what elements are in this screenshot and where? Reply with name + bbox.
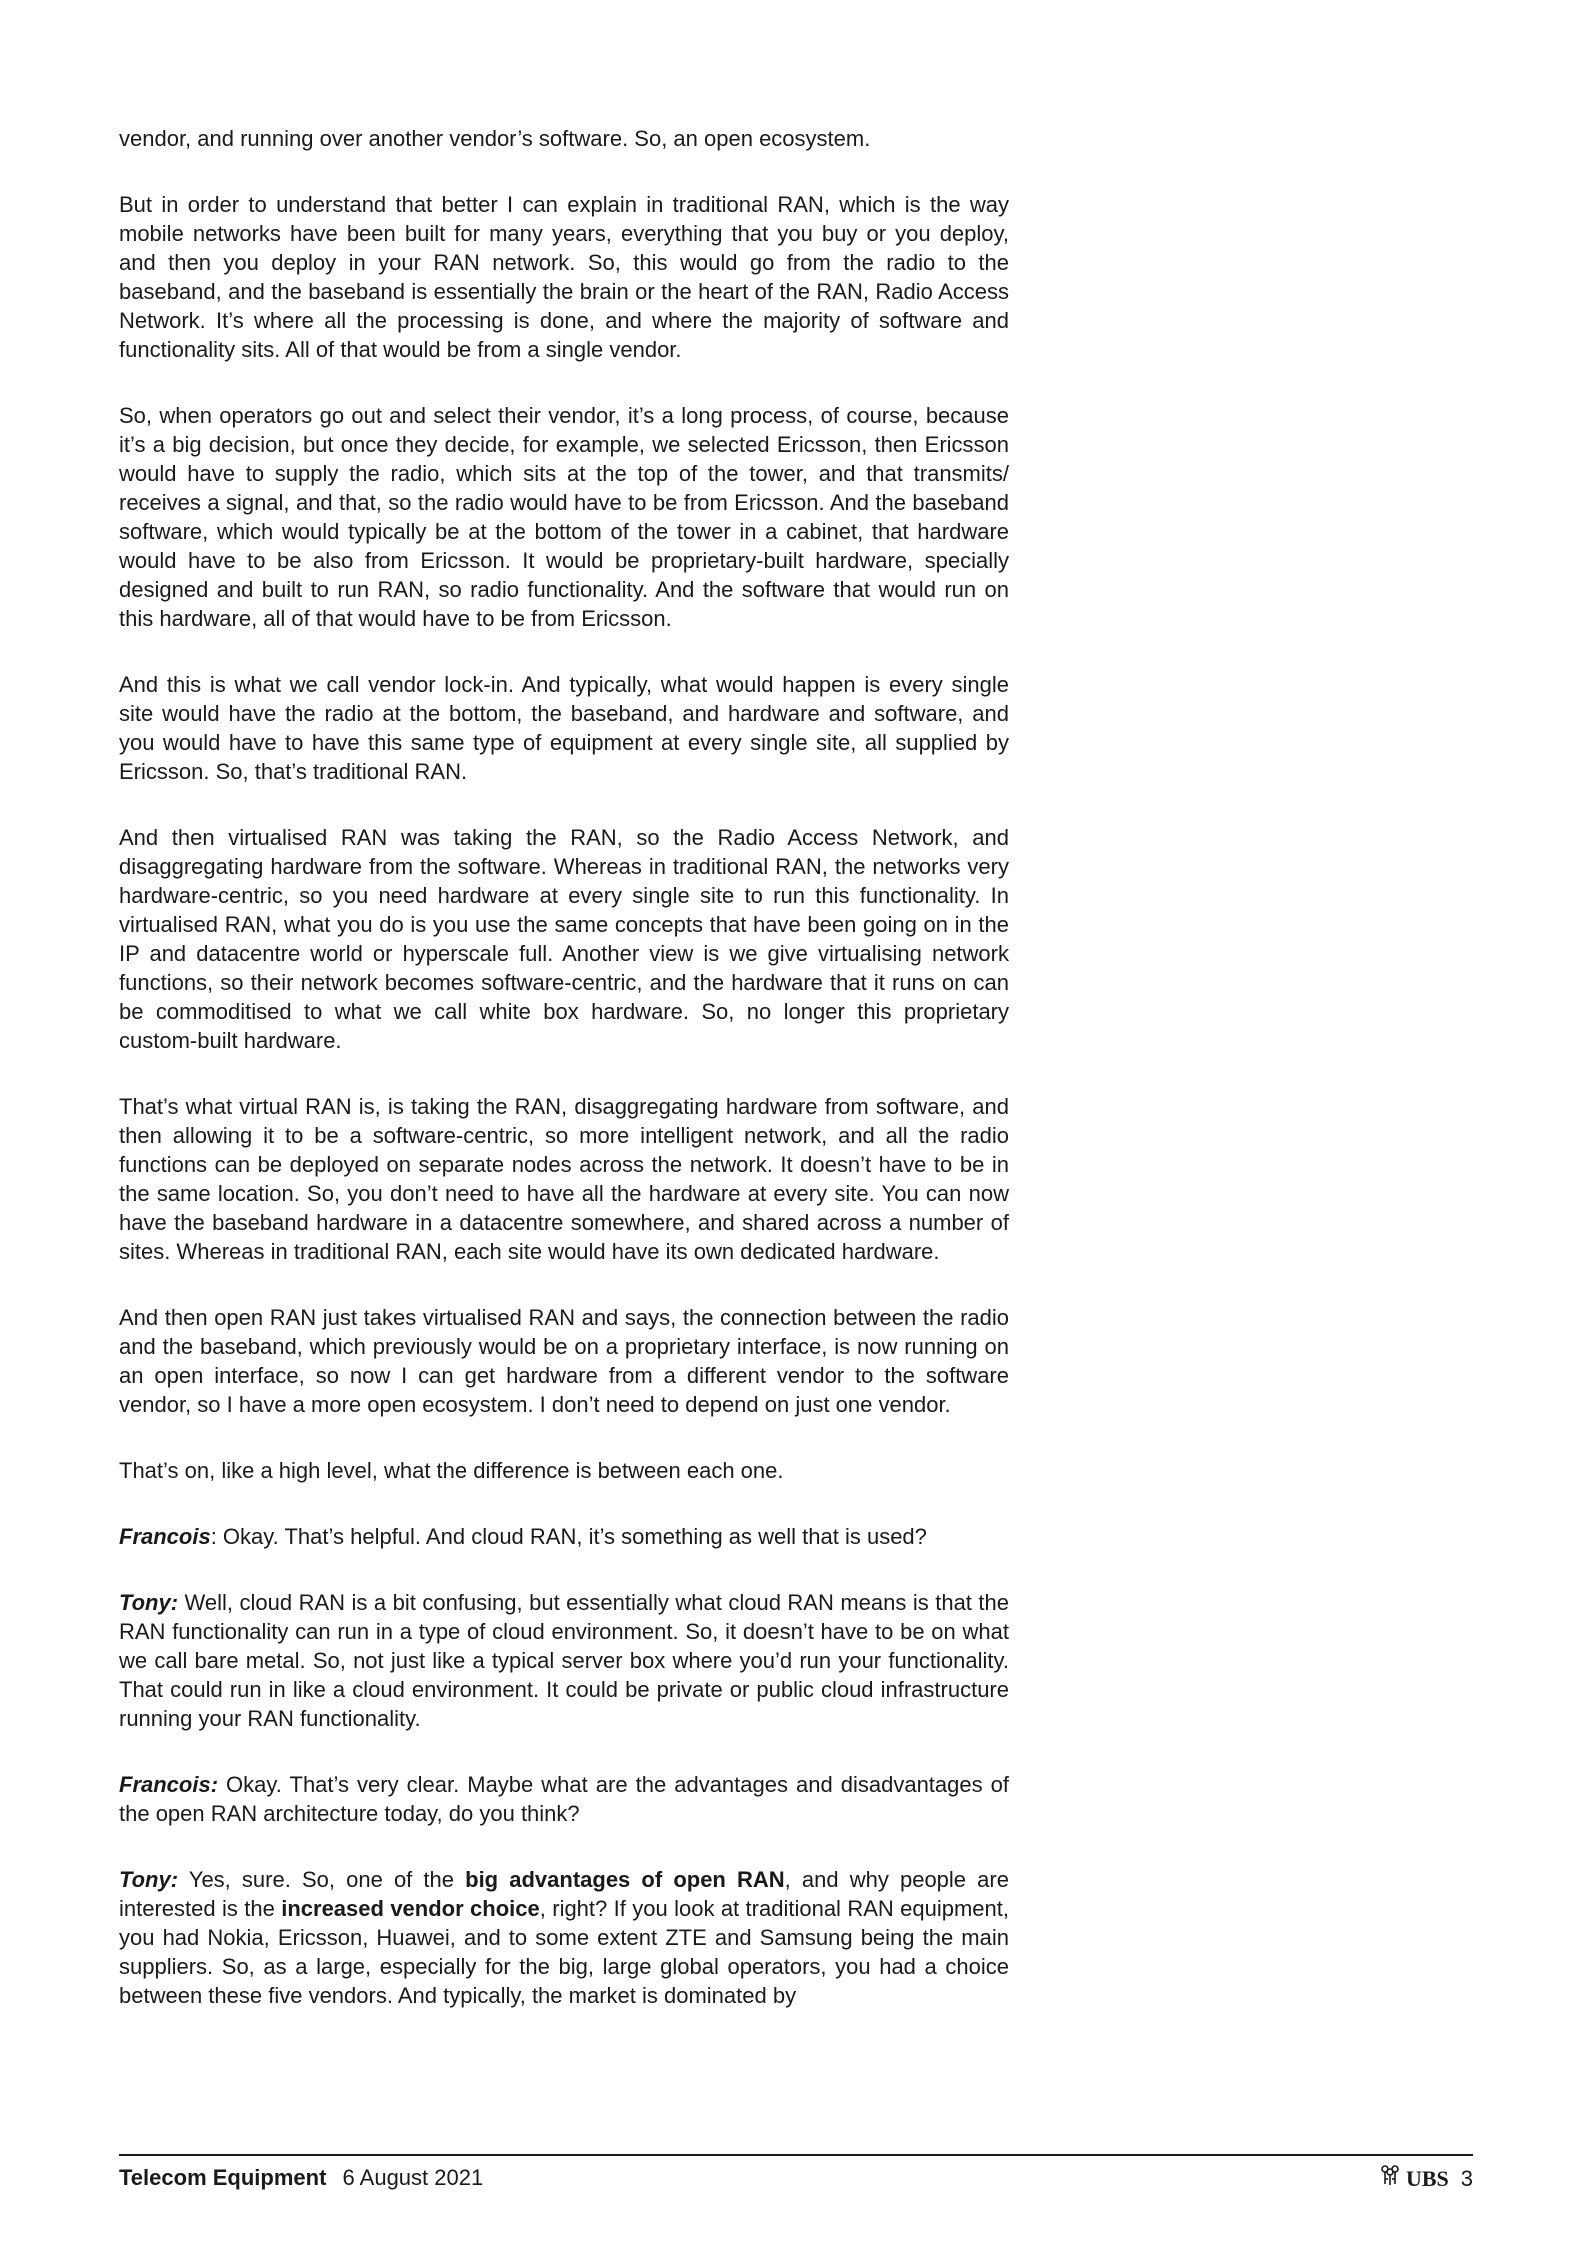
- paragraph: [119, 1522, 1009, 1551]
- footer-left: [119, 2164, 483, 2192]
- speaker-name: Francois: [119, 1524, 211, 1549]
- paragraph-text: Well, cloud RAN is a bit confusing, but essentially what cloud RAN means is that the RAN functionality can run in a type of cloud environment. So, it doesn’t have to be on what we call bare metal. So, not just like a typical server box where you’d run your functionality. That could run in like a cloud environment. It could be private or public cloud infrastructure running your RAN functionality.: [119, 1590, 1009, 1731]
- paragraph-text: Okay. That’s very clear. Maybe what are the advantages and disadvantages of the open RAN architecture today, do you think?: [119, 1772, 1009, 1826]
- paragraph-text: And this is what we call vendor lock-in. And typically, what would happen is every single site would have the radio at the bottom, the baseband, and hardware and software, and you would have to have this same type of equipment at every single site, all supplied by Ericsson. So, that’s traditional RAN.: [119, 672, 1009, 784]
- speaker-name: Tony:: [119, 1867, 179, 1892]
- paragraph: [119, 1770, 1009, 1828]
- paragraph-text: And then open RAN just takes virtualised RAN and says, the connection between the radio and the baseband, which previously would be on a proprietary interface, is now running on an open interface, so now I can get hardware from a different vendor to the software vendor, so I have a more open ecosystem. I don’t need to depend on just one vendor.: [119, 1305, 1009, 1417]
- paragraph-text: And then virtualised RAN was taking the RAN, so the Radio Access Network, and disaggregating hardware from the software. Whereas in traditional RAN, the networks very hardware-centric, so you need hardware at every single site to run this functionality. In virtualised RAN, what you do is you use the same concepts that have been going on in the IP and datacentre world or hyperscale full. Another view is we give virtualising network functions, so their network becomes software-centric, and the hardware that it runs on can be commoditised to what we call white box hardware. So, no longer this proprietary custom-built hardware.: [119, 825, 1009, 1053]
- paragraph-text: vendor, and running over another vendor’s software. So, an open ecosystem.: [119, 126, 871, 151]
- paragraph-text: : Okay. That’s helpful. And cloud RAN, it’s something as well that is used?: [210, 1524, 927, 1549]
- footer-report-title: Telecom Equipment: [119, 2165, 327, 2190]
- paragraph: [119, 190, 1009, 364]
- page-number: 3: [1460, 2165, 1473, 2191]
- paragraph: [119, 823, 1009, 1055]
- paragraph: [119, 1456, 1009, 1485]
- paragraph-text: That’s on, like a high level, what the difference is between each one.: [119, 1458, 784, 1483]
- paragraph-text: That’s what virtual RAN is, is taking the RAN, disaggregating hardware from software, and then allowing it to be a software-centric, so more intelligent network, and all the radio functions can be deployed on separate nodes across the network. It doesn’t have to be in the same location. So, you don’t need to have all the hardware at every site. You can now have the baseband hardware in a datacentre somewhere, and shared across a number of sites. Whereas in traditional RAN, each site would have its own dedicated hardware.: [119, 1094, 1009, 1264]
- speaker-name: Tony:: [119, 1590, 179, 1615]
- paragraph: [119, 1303, 1009, 1419]
- paragraph: [119, 401, 1009, 633]
- ubs-logo: [1378, 2164, 1449, 2193]
- emphasis-text: big advantages of open RAN: [465, 1867, 785, 1892]
- paragraph-text: So, when operators go out and select their vendor, it’s a long process, of course, because it’s a big decision, but once they decide, for example, we selected Ericsson, then Ericsson would have to supply the radio, which sits at the top of the tower, and that transmits/ receives a signal, and that, so the radio would have to be from Ericsson. And the baseband software, which would typically be at the bottom of the tower in a cabinet, that hardware would have to be also from Ericsson. It would be proprietary-built hardware, specially designed and built to run RAN, so radio functionality. And the software that would run on this hardware, all of that would have to be from Ericsson.: [119, 403, 1009, 631]
- footer-divider: [119, 2154, 1473, 2156]
- paragraph: [119, 124, 1009, 153]
- emphasis-text: increased vendor choice: [281, 1896, 540, 1921]
- paragraph-text: But in order to understand that better I can explain in traditional RAN, which is the way mobile networks have been built for many years, everything that you buy or you deploy, and then you deploy in your RAN network. So, this would go from the radio to the baseband, and the baseband is essentially the brain or the heart of the RAN, Radio Access Network. It’s where all the processing is done, and where the majority of software and functionality sits. All of that would be from a single vendor.: [119, 192, 1009, 362]
- footer-date: 6 August 2021: [342, 2165, 484, 2190]
- document-body: [119, 124, 1009, 2047]
- speaker-name: Francois:: [119, 1772, 219, 1797]
- paragraph-text: , and why people are interested is the: [119, 1867, 1009, 1921]
- paragraph: [119, 670, 1009, 786]
- paragraph-text: , right? If you look at traditional RAN equipment, you had Nokia, Ericsson, Huawei, and to some extent ZTE and Samsung being the main suppliers. So, as a large, especially for the big, large global operators, you had a choice between these five vendors. And typically, the market is dominated by: [119, 1896, 1009, 2008]
- footer-right: [1378, 2164, 1473, 2193]
- paragraph: [119, 1588, 1009, 1733]
- paragraph: [119, 1092, 1009, 1266]
- paragraph: [119, 1865, 1009, 2010]
- ubs-logo-text: UBS: [1405, 2165, 1449, 2191]
- paragraph-text: Yes, sure. So, one of the: [178, 1867, 466, 1892]
- ubs-keys-icon: [1378, 2164, 1402, 2193]
